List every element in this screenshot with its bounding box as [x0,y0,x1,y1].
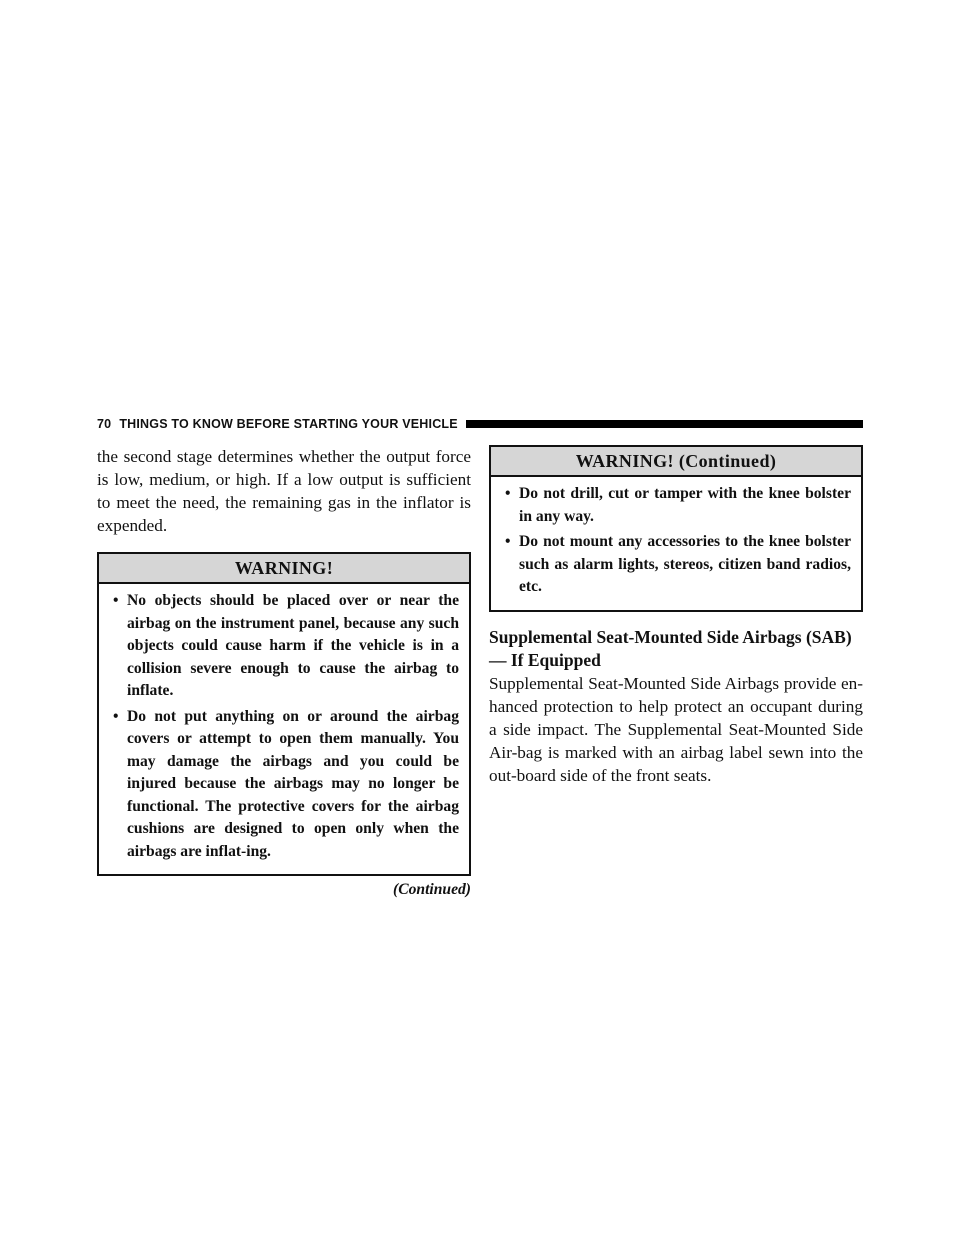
bullet-icon: • [113,707,119,725]
warning-item-text: No objects should be placed over or near the airbag on the instrument panel, because any such objects could cause harm if the vehicle is in a collision severe enough to cause the airbag to inflate. [127,592,459,699]
page-header [97,416,863,432]
warning-item [505,483,851,528]
warning-list [491,477,861,610]
warning-item-text: Do not put anything on or around the airbag covers or attempt to open them manually. You may damage the airbags and you could be injured because the airbags may no longer be functional. The protective covers for the airbag cushions are designed to open only when the airbags are inflat-ing. [127,707,459,860]
bullet-icon: • [505,533,511,550]
right-column [489,445,863,787]
continued-label: (Continued) [393,881,471,898]
left-column [97,445,471,900]
warning-title: WARNING! [99,554,469,584]
warning-box-continued [489,445,863,612]
header-rule [466,420,863,428]
page-number: 70 [97,417,112,431]
chapter-title: THINGS TO KNOW BEFORE STARTING YOUR VEHICLE [119,417,458,431]
warning-list [99,584,469,874]
bullet-icon: • [505,485,511,502]
warning-box [97,552,471,876]
section-heading: Supplemental Seat-Mounted Side Airbags (SAB) — If Equipped [489,626,852,670]
intro-paragraph: the second stage determines whether the output force is low, medium, or high. If a low output is sufficient to meet the need, the remaining gas in the inflator is expended. [97,447,471,535]
section-paragraph: Supplemental Seat-Mounted Side Airbags provide en-hanced protection to help protect an occupant during a side impact. The Supplemental Seat-Mounted Side Air-bag is marked with an airbag label sewn into the out-board side of the front seats. [489,673,863,785]
warning-item [113,706,459,864]
warning-item [113,590,459,703]
warning-title: WARNING! (Continued) [491,447,861,477]
warning-item-text: Do not drill, cut or tamper with the knee bolster in any way. [519,485,851,525]
warning-item-text: Do not mount any accessories to the knee bolster such as alarm lights, stereos, citizen band radios, etc. [519,533,851,595]
bullet-icon: • [113,592,119,609]
warning-item [505,531,851,599]
